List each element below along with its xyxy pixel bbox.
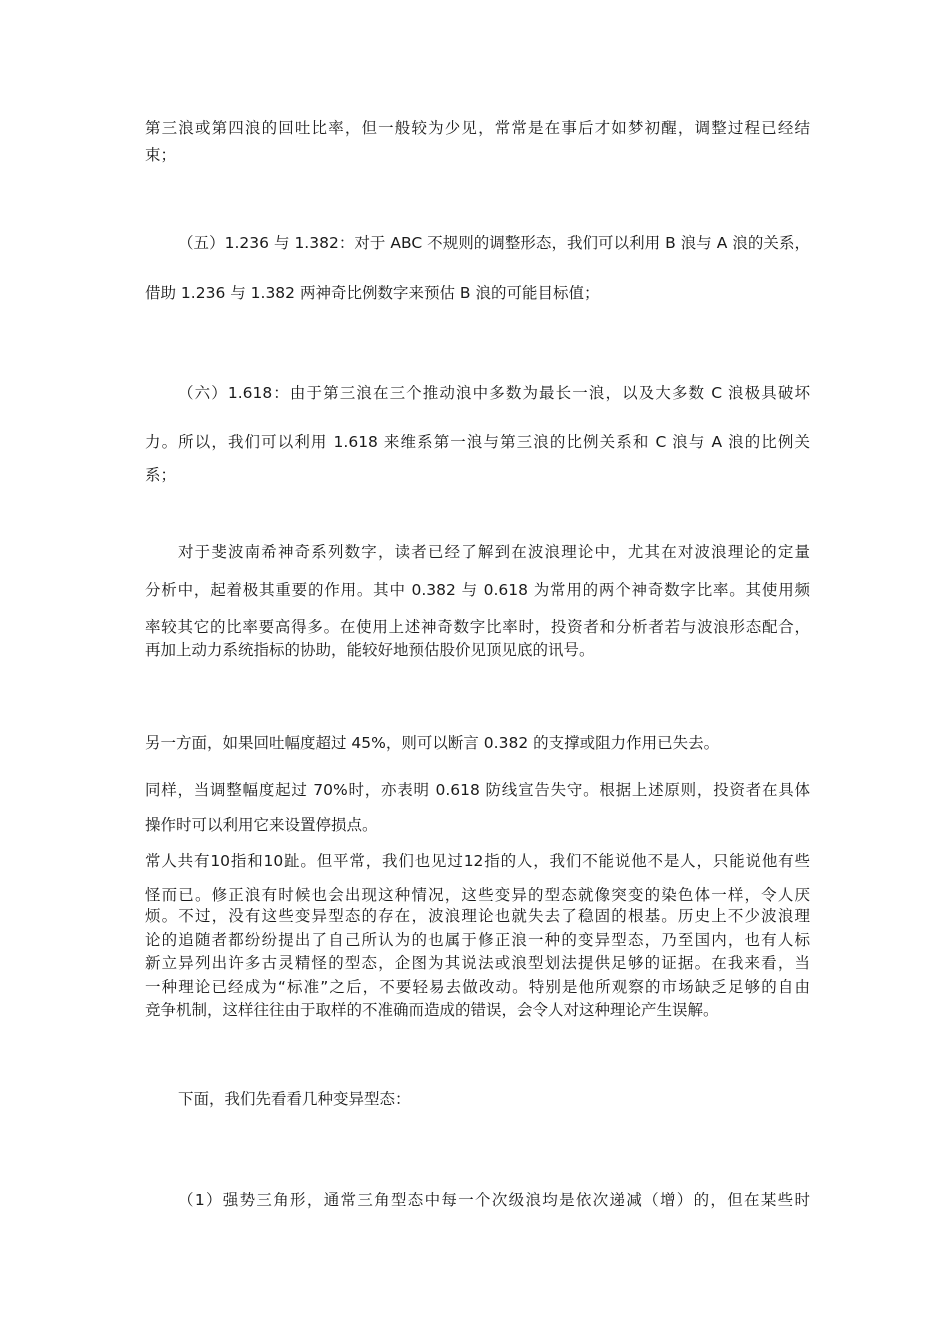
text-line: 新立异列出许多古灵精怪的型态，企图为其说法或浪型划法提供足够的证据。在我来看，当	[145, 954, 810, 972]
text-line: （六）1.618：由于第三浪在三个推动浪中多数为最长一浪，以及大多数 C 浪极具破坏	[178, 384, 810, 402]
text-line: 束；	[145, 146, 177, 164]
text-line: 借助 1.236 与 1.382 两神奇比例数字来预估 B 浪的可能目标值；	[145, 284, 600, 302]
text-line: 另一方面，如果回吐幅度超过 45%，则可以断言 0.382 的支撑或阻力作用已失去。	[145, 734, 720, 752]
text-line: 下面，我们先看看几种变异型态：	[178, 1090, 411, 1108]
text-line: 分析中，起着极其重要的作用。其中 0.382 与 0.618 为常用的两个神奇数字比率。其使用频	[145, 581, 810, 599]
text-line: 烦。不过，没有这些变异型态的存在，波浪理论也就失去了稳固的根基。历史上不少波浪理	[145, 907, 810, 925]
text-line: 竞争机制，这样往往由于取样的不准确而造成的错误，会令人对这种理论产生误解。	[145, 1001, 719, 1019]
text-line: 率较其它的比率要高得多。在使用上述神奇数字比率时，投资者和分析者若与波浪形态配合，	[145, 618, 810, 636]
text-line: 力。所以，我们可以利用 1.618 来维系第一浪与第三浪的比例关系和 C 浪与 A 浪的比例关	[145, 433, 810, 451]
text-line: 一种理论已经成为“标准”之后，不要轻易去做改动。特别是他所观察的市场缺乏足够的自由	[145, 978, 810, 996]
text-line: （五）1.236 与 1.382：对于 ABC 不规则的调整形态，我们可以利用 B 浪与 A 浪的关系，	[178, 234, 810, 252]
text-line: 操作时可以利用它来设置停损点。	[145, 816, 378, 834]
text-line: 再加上动力系统指标的协助，能较好地预估股价见顶见底的讯号。	[145, 641, 595, 659]
text-line: 对于斐波南希神奇系列数字，读者已经了解到在波浪理论中，尤其在对波浪理论的定量	[178, 543, 810, 561]
text-line: 同样，当调整幅度起过 70%时，亦表明 0.618 防线宣告失守。根据上述原则，投资者在具体	[145, 781, 810, 799]
text-line: （1）强势三角形，通常三角型态中每一个次级浪均是依次递减（增）的，但在某些时	[178, 1191, 810, 1209]
text-line: 常人共有10指和10趾。但平常，我们也见过12指的人，我们不能说他不是人，只能说他有些	[145, 852, 810, 870]
text-line: 第三浪或第四浪的回吐比率，但一般较为少见，常常是在事后才如梦初醒，调整过程已经结	[145, 119, 810, 137]
text-line: 怪而已。修正浪有时候也会出现这种情况，这些变异的型态就像突变的染色体一样，令人厌	[145, 886, 810, 904]
text-line: 系；	[145, 466, 177, 484]
text-line: 论的追随者都纷纷提出了自己所认为的也属于修正浪一种的变异型态，乃至国内，也有人标	[145, 931, 810, 949]
